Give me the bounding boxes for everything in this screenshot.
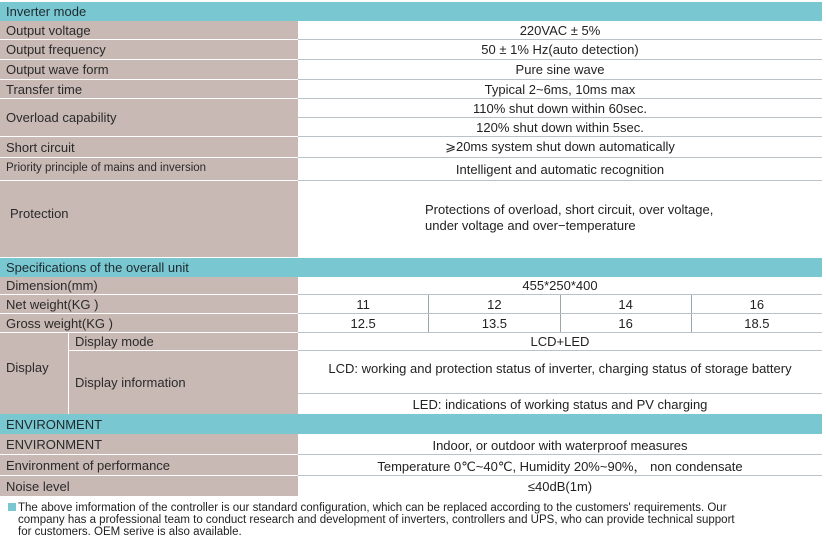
- row-label: Output frequency: [0, 40, 298, 60]
- footer-line: The above imformation of the controller is our standard configuration, which can be replaced according to the customers' requirements. Our: [8, 502, 822, 514]
- table-cell: 12.5: [298, 314, 429, 332]
- row-value: LCD: working and protection status of inverter, charging status of storage battery: [298, 351, 822, 394]
- value-line: Protections of overload, short circuit, over voltage,: [425, 202, 714, 217]
- row-value: LCD+LED: [298, 333, 822, 351]
- table-row: [0, 314, 822, 333]
- display-block: [0, 333, 822, 414]
- table-row: [0, 277, 822, 295]
- table-cell: 18.5: [744, 315, 770, 331]
- display-sub-labels: [69, 333, 298, 414]
- table-row: [0, 137, 822, 158]
- table-row: [0, 455, 822, 476]
- table-row: [0, 181, 822, 258]
- footer-note: [8, 502, 822, 538]
- row-value: ≤40dB(1m): [527, 479, 593, 494]
- value-line: under voltage and over−temperature: [425, 218, 636, 233]
- row-value: Typical 2~6ms, 10ms max: [298, 80, 822, 99]
- row-label: ENVIRONMENT: [0, 434, 298, 455]
- value-line: 120% shut down within 5sec.: [476, 119, 644, 135]
- row-label: Noise level: [0, 476, 298, 497]
- row-value: Pure sine wave: [298, 60, 822, 80]
- row-label: Display: [0, 333, 69, 414]
- row-value: 455*250*400: [298, 277, 822, 295]
- section-title: Specifications of the overall unit: [6, 260, 189, 275]
- row-value: 50 ± 1% Hz(auto detection): [298, 40, 822, 60]
- table-row: [0, 158, 822, 181]
- table-cell: 13.5: [429, 314, 560, 332]
- table-row: [0, 21, 822, 40]
- row-values: [298, 295, 822, 314]
- display-values: [298, 333, 822, 414]
- row-value: ⩾20ms system shut down automatically: [298, 137, 822, 158]
- table-cell: 16: [561, 314, 692, 332]
- row-label: Net weight(KG ): [0, 295, 298, 314]
- row-value: [298, 99, 822, 137]
- table-row: [0, 295, 822, 314]
- row-label: Short circuit: [0, 137, 298, 158]
- row-label: Protection: [0, 181, 298, 258]
- row-label: Environment of performance: [0, 455, 298, 476]
- section-header-environment: [0, 414, 822, 434]
- footer-line: for customers. OEM serive is also available.: [18, 526, 242, 538]
- row-label: Priority principle of mains and inversion: [0, 158, 298, 181]
- table-row: [0, 476, 822, 497]
- value-line: 110% shut down within 60sec.: [298, 99, 822, 118]
- table-cell: 16: [749, 296, 765, 312]
- row-value: Indoor, or outdoor with waterproof measures: [298, 434, 822, 455]
- table-cell: 14: [561, 295, 692, 313]
- row-value: 220VAC ± 5%: [298, 21, 822, 40]
- footer-line: company has a professional team to conduct research and development of inverters, controllers and UPS, who can provide technical support: [18, 514, 735, 526]
- row-label: Output wave form: [0, 60, 298, 80]
- row-value: Temperature 0℃~40℃, Humidity 20%~90%， non condensate: [298, 455, 822, 476]
- row-label: Overload capability: [0, 99, 298, 137]
- row-label: Gross weight(KG ): [0, 314, 298, 333]
- section-title: Inverter mode: [6, 4, 87, 19]
- row-label: Transfer time: [0, 80, 298, 99]
- table-row: [0, 80, 822, 99]
- square-bullet-icon: [8, 503, 16, 511]
- row-label: Dimension(mm): [0, 277, 298, 295]
- section-header-inverter: [0, 2, 822, 21]
- row-values: [298, 314, 822, 333]
- row-value: LED: indications of working status and PV charging: [412, 396, 708, 412]
- table-row: [0, 99, 822, 137]
- row-label: Display information: [75, 375, 186, 390]
- section-header-overall: [0, 258, 822, 277]
- table-row: [0, 40, 822, 60]
- row-label: Output voltage: [0, 21, 298, 40]
- table-cell: 12: [429, 295, 560, 313]
- table-cell: 11: [298, 295, 429, 313]
- table-row: [0, 60, 822, 80]
- row-value: Intelligent and automatic recognition: [298, 158, 822, 181]
- section-title: ENVIRONMENT: [6, 416, 103, 432]
- row-label: Display mode: [69, 333, 298, 351]
- table-row: [0, 434, 822, 455]
- row-value: [298, 181, 822, 258]
